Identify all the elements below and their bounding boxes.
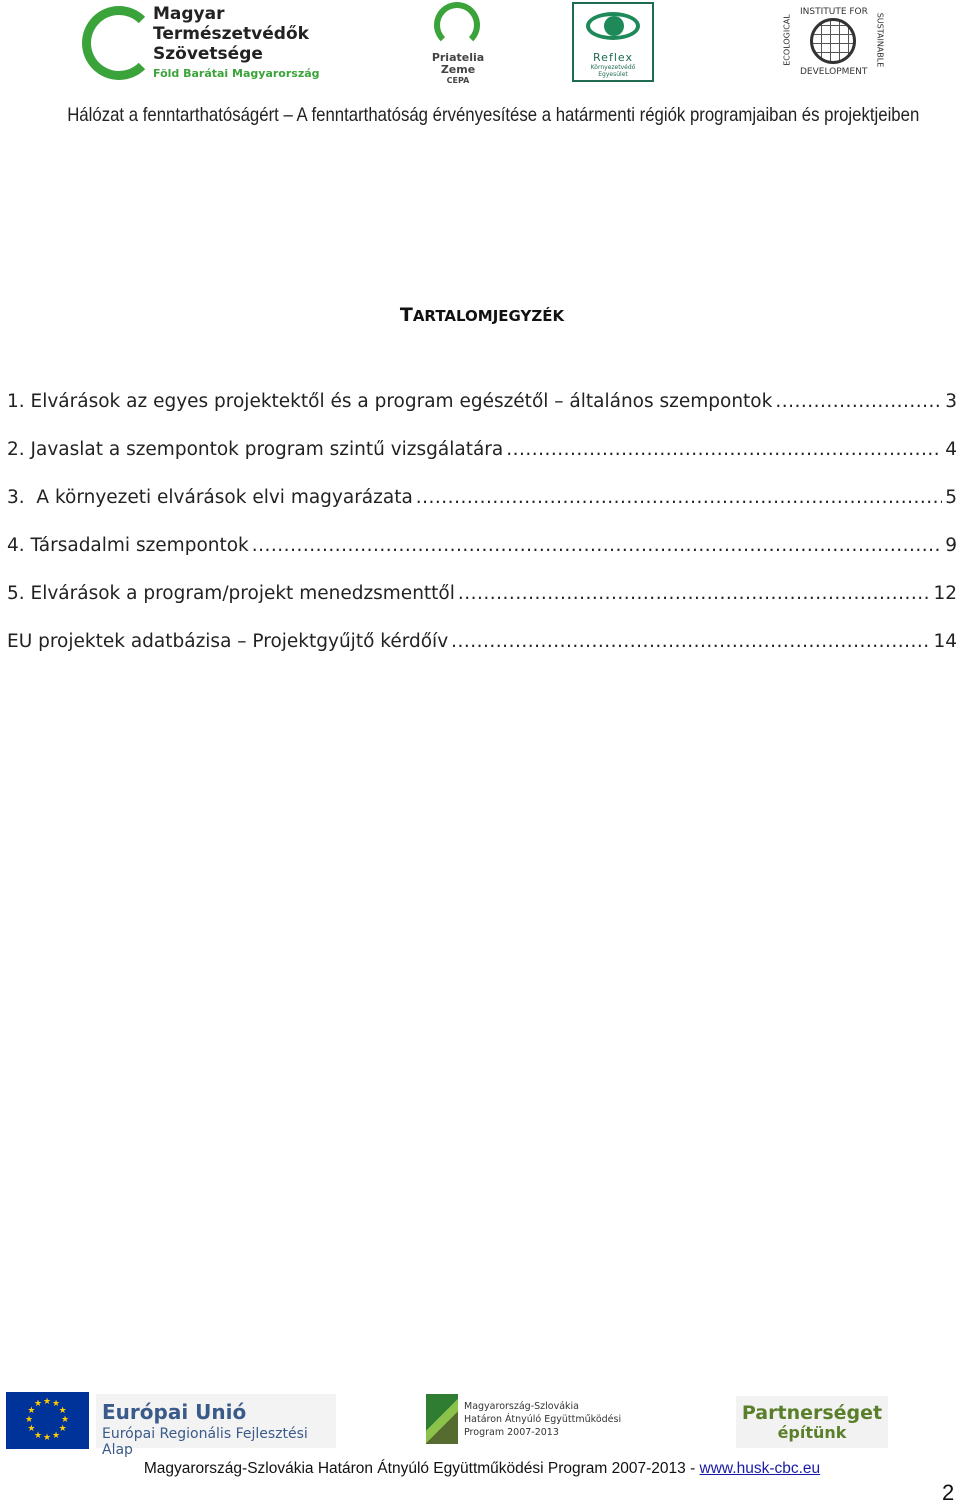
- mtvsz-ring-icon: [82, 6, 156, 80]
- dot-leader: [506, 439, 942, 460]
- toc-entry-5[interactable]: [7, 583, 957, 631]
- husk-mark-icon: [426, 1394, 458, 1444]
- toc-entry-page: 14: [933, 631, 957, 652]
- footer-program-line: [0, 1460, 960, 1478]
- priatelia-logo-line-1: Priatelia: [431, 51, 485, 64]
- reflex-logo-line-2: Környezetvédő: [590, 64, 636, 71]
- eu-star-icon: ★: [52, 1430, 61, 1441]
- eu-star-icon: ★: [34, 1430, 43, 1441]
- footer-program-text: Magyarország-Szlovákia Határon Átnyúló Együttműködési Program 2007-2013 -: [143, 1460, 700, 1477]
- toc-entry-page: 3: [945, 391, 957, 412]
- eu-star-icon: ★: [61, 1415, 70, 1425]
- eu-flag-icon: [6, 1392, 89, 1449]
- reflex-logo: [572, 2, 654, 82]
- dot-leader: [252, 535, 942, 556]
- partner-logo-line-1: Partnerséget: [741, 1402, 883, 1424]
- eu-star-icon: ★: [43, 1433, 52, 1443]
- toc-title: [0, 304, 960, 326]
- toc-entry-page: 12: [933, 583, 957, 604]
- eu-title: Európai Unió: [102, 1400, 247, 1424]
- priatelia-ring-icon: [434, 2, 480, 48]
- eco-logo-line-4: SUSTAINABLE: [875, 12, 885, 68]
- partner-logo: [736, 1396, 888, 1448]
- reflex-logo-line-1: Reflex: [593, 51, 633, 64]
- toc-entry-2[interactable]: [7, 439, 957, 487]
- toc-entry-1[interactable]: [7, 391, 957, 439]
- page-number: 2: [942, 1480, 955, 1505]
- mtvsz-logo-line-4: Föld Barátai Magyarország: [153, 67, 320, 80]
- toc-entry-page: 4: [945, 439, 957, 460]
- eco-logo-line-1: INSTITUTE FOR: [800, 7, 868, 17]
- husk-logo-line-3: Program 2007-2013: [464, 1427, 559, 1438]
- toc-entry-text: 5. Elvárások a program/projekt menedzsmenttől: [7, 583, 455, 604]
- eu-logo-text: [96, 1394, 336, 1458]
- table-of-contents: [7, 391, 957, 679]
- toc-title-rest: ARTALOMJEGYZÉK: [412, 307, 565, 325]
- eu-subtitle: Európai Regionális Fejlesztési Alap: [102, 1426, 308, 1458]
- toc-entry-page: 9: [945, 535, 957, 556]
- pupil-icon: [604, 16, 624, 36]
- toc-entry-text: 1. Elvárások az egyes projektektől és a program egészétől – általános szempontok: [7, 391, 773, 412]
- eco-institute-logo: [782, 4, 885, 82]
- dot-leader: [416, 487, 942, 508]
- toc-title-initial: T: [399, 304, 413, 326]
- partner-logo-line-2: építünk: [777, 1423, 847, 1442]
- toc-entry-text: 4. Társadalmi szempontok: [7, 535, 249, 556]
- husk-logo-line-1: Magyarország-Szlovákia: [464, 1401, 579, 1412]
- eu-star-icon: ★: [34, 1399, 43, 1410]
- toc-entry-text: 3. A környezeti elvárások elvi magyarázata: [7, 487, 413, 508]
- eu-star-icon: ★: [58, 1424, 67, 1434]
- dot-leader: [775, 391, 942, 412]
- mtvsz-logo-line-3: Szövetsége: [153, 44, 263, 64]
- dot-leader: [451, 631, 930, 652]
- footer-link[interactable]: www.husk-cbc.eu: [699, 1460, 821, 1477]
- mtvsz-logo-line-2: Természetvédők: [153, 24, 309, 44]
- dot-leader: [458, 583, 931, 604]
- mtvsz-logo: [80, 4, 320, 82]
- eu-star-icon: ★: [43, 1397, 52, 1407]
- eco-logo-line-3: ECOLOGICAL: [782, 14, 792, 66]
- husk-logo-line-2: Határon Átnyúló Együttműködési: [464, 1414, 622, 1425]
- priatelia-logo-line-2: Zeme: [440, 63, 476, 76]
- mtvsz-logo-line-1: Magyar: [153, 4, 225, 24]
- husk-program-logo: [426, 1394, 626, 1446]
- toc-entry-page: 5: [945, 487, 957, 508]
- toc-entry-3[interactable]: [7, 487, 957, 535]
- eu-star-icon: ★: [27, 1406, 36, 1416]
- priatelia-zeme-logo: [430, 2, 486, 84]
- eu-star-icon: ★: [52, 1399, 61, 1410]
- toc-entry-4[interactable]: [7, 535, 957, 583]
- eu-star-icon: ★: [58, 1406, 67, 1416]
- eu-star-icon: ★: [27, 1424, 36, 1434]
- eu-star-icon: ★: [25, 1415, 34, 1425]
- eco-logo-line-2: DEVELOPMENT: [800, 67, 868, 77]
- toc-entry-text: EU projektek adatbázisa – Projektgyűjtő kérdőív: [7, 631, 449, 652]
- priatelia-logo-line-3: CEPA: [446, 76, 470, 85]
- running-head: Hálózat a fenntarthatóságért – A fenntarthatóság érvényesítése a határmenti régiók programjaiban és projektjeiben: [67, 104, 920, 126]
- toc-entry-text: 2. Javaslat a szempontok program szintű vizsgálatára: [7, 439, 504, 460]
- globe-icon: [810, 18, 856, 64]
- reflex-logo-line-3: Egyesület: [598, 71, 628, 78]
- toc-entry-6[interactable]: [7, 631, 957, 679]
